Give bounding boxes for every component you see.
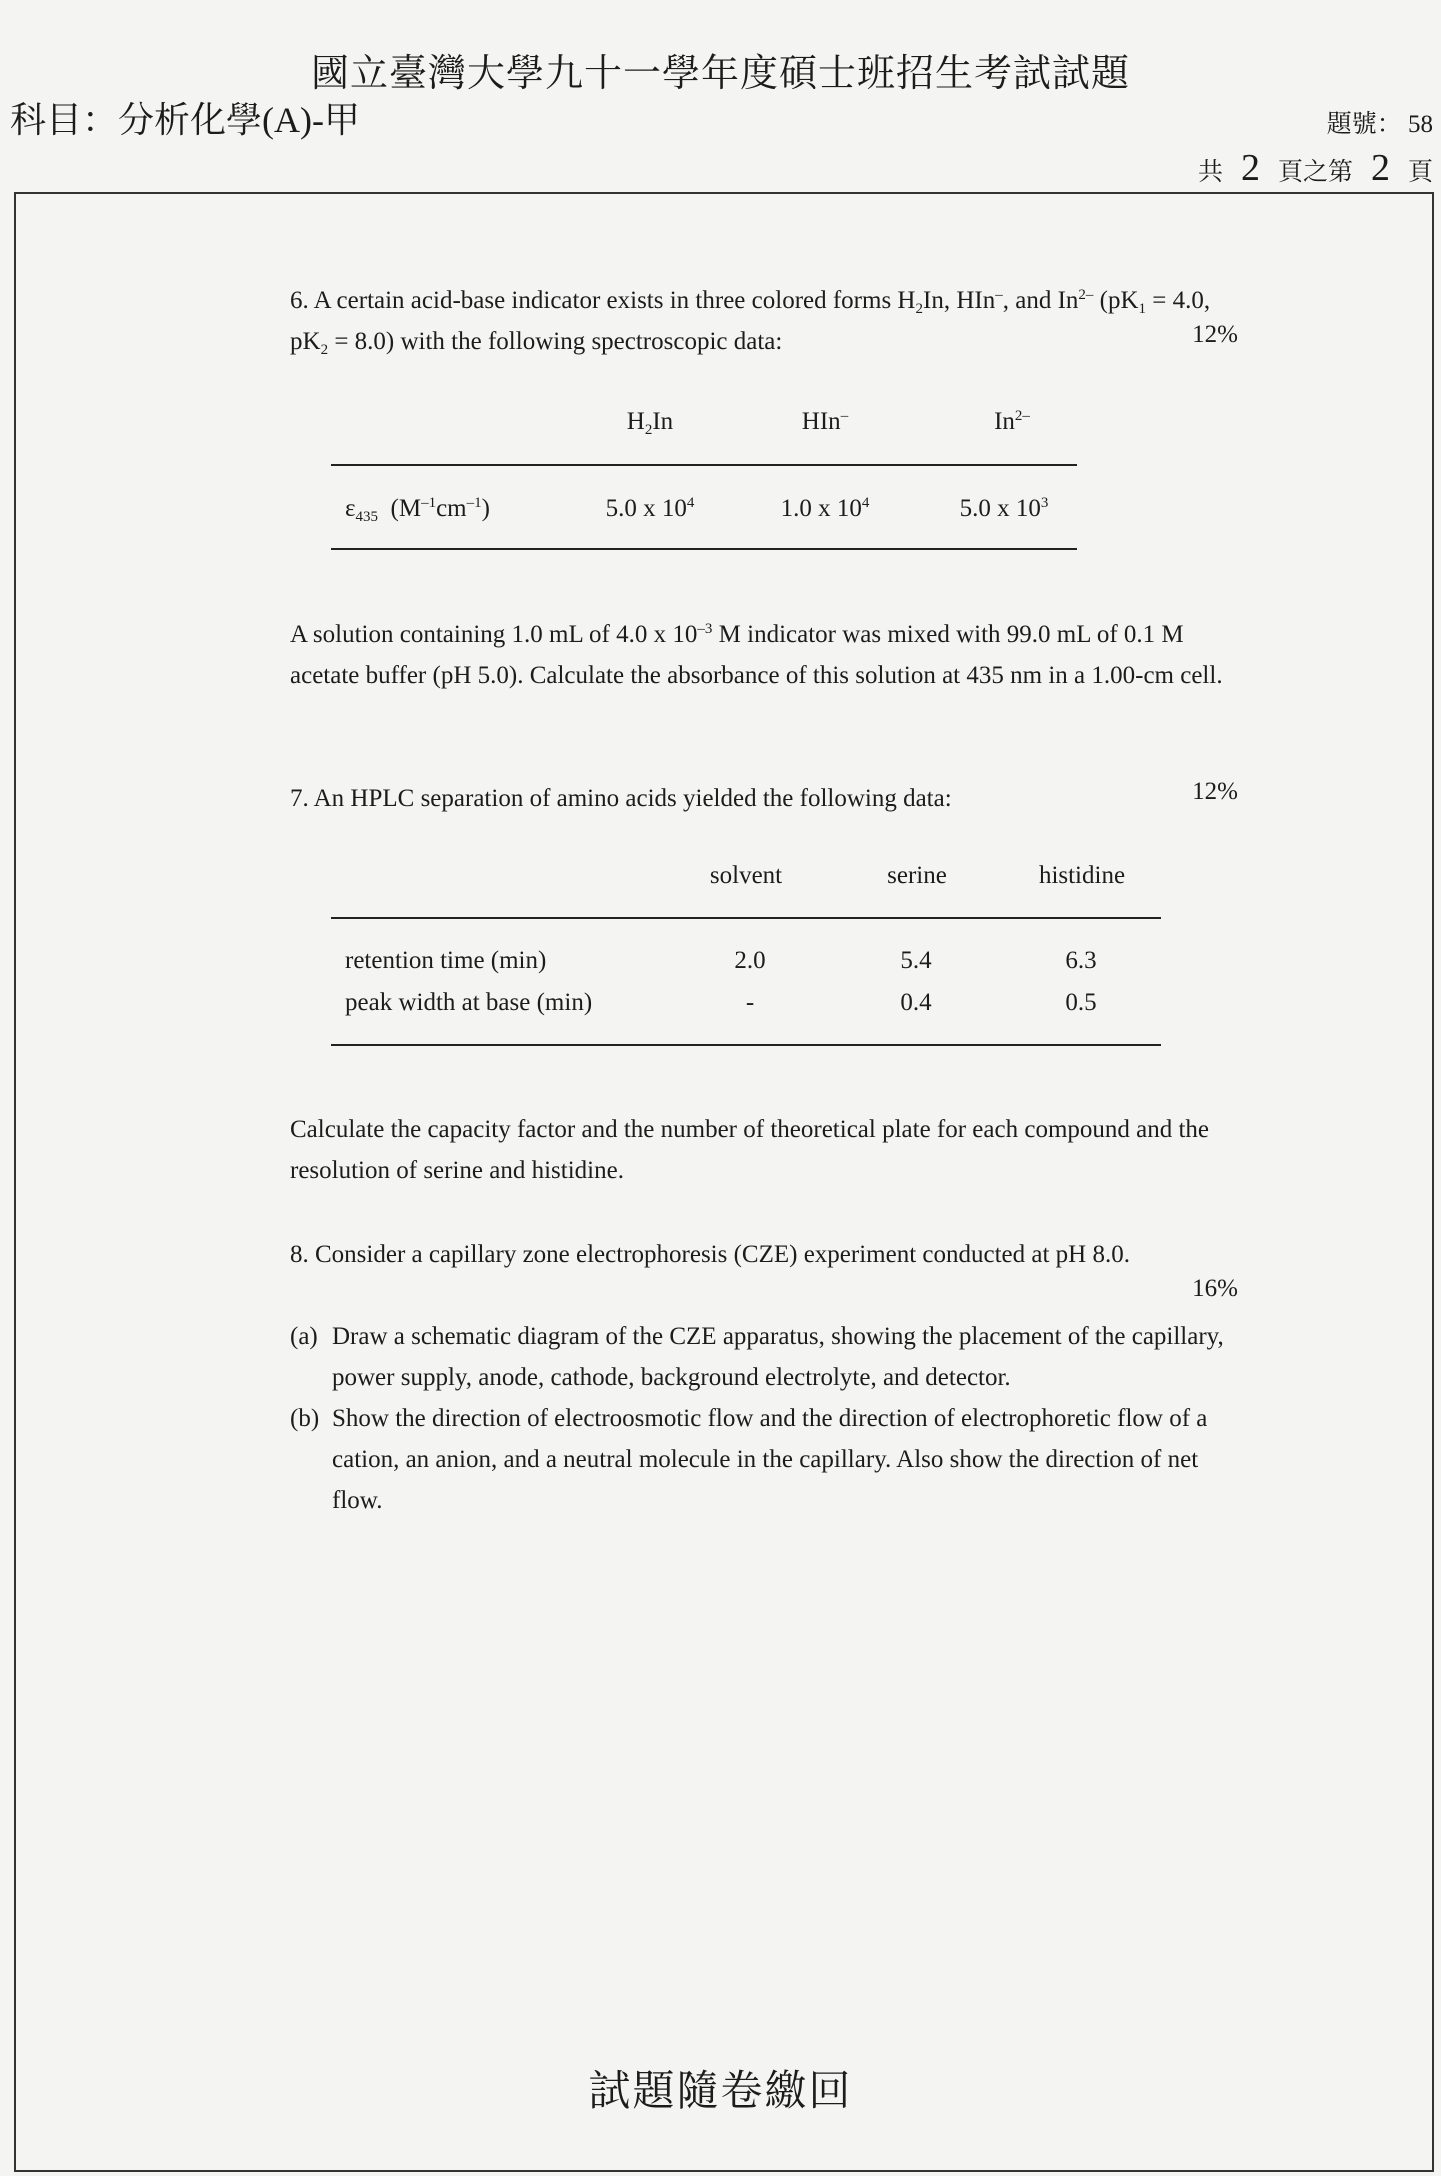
table-rule-bottom (331, 1044, 1161, 1046)
question-6-percent: 12% (1192, 321, 1238, 348)
table-header-serine: serine (887, 862, 947, 889)
table-header-solvent: solvent (709, 862, 783, 889)
subject-label: 科目：分析化學(A)-甲 (10, 100, 360, 140)
question-7-followup: Calculate the capacity factor and the number of theoretical plate for each compound and the resolution of serine and histidine. (290, 1116, 1210, 1184)
part-a-text: Draw a schematic diagram of the CZE apparatus, showing the placement of the capillary, power supply, anode, cathode, background electrolyte, and detector. (332, 1323, 1224, 1391)
question-8-text: 8. Consider a capillary zone electrophoresis (CZE) experiment conducted at pH 8.0. (290, 1241, 1130, 1268)
part-b-label: (b) (290, 1405, 320, 1432)
table-rule-bottom (331, 548, 1077, 550)
question-7-percent: 12% (1192, 778, 1238, 805)
table-row-label: peak width at base (min) (345, 989, 593, 1016)
table-cell-in-value: 5.0 x $10^3$ (959, 495, 1049, 522)
page-indicator: 共 2 頁之第 2 頁 (1197, 147, 1433, 189)
table-header-h2in: $H_2In$ (626, 408, 674, 438)
table-row-label-epsilon: $\varepsilon_{435}$ $(M^{-1}cm^{-1})$ (345, 495, 490, 525)
question-8-percent: 16% (1192, 1275, 1238, 1302)
table-cell: 6.3 (1065, 947, 1097, 974)
table-header-hin: HIn– (801, 408, 849, 435)
table-cell: - (745, 989, 755, 1016)
question-number: 題號： 58 (1326, 111, 1433, 138)
part-b-text: Show the direction of electroosmotic flow and the direction of electrophoretic flow of a cation, an anion, and a neutral molecule in the capillary. Also show the direction of net flow. (332, 1405, 1208, 1514)
table-cell: 0.4 (900, 989, 932, 1016)
footer-note: 試題隨卷繳回 (588, 2066, 853, 2115)
table-rule-top (331, 917, 1161, 919)
table-header-histidine: histidine (1038, 862, 1126, 889)
table-header-in: $In^{2-}$ (994, 408, 1030, 435)
table-cell-h2in-value: 5.0 x $10^4$ (605, 495, 695, 522)
table-cell: 0.5 (1065, 989, 1097, 1016)
part-a-label: (a) (290, 1323, 318, 1350)
exam-title: 國立臺灣大學九十一學年度碩士班招生考試試題 (310, 53, 1130, 95)
table-cell: 5.4 (900, 947, 932, 974)
question-6-text: 6. A certain acid-base indicator exists in three colored forms $H_2In$, HIn–, and $In^{2-}$ ($pK_1 = 4.0$, $pK_2 = 8.0$) with the following spectroscopic data: (290, 287, 1211, 358)
question-6-solution-text: A solution containing 1.0 mL of 4.0 x $10^{-3}$ M indicator was mixed with 99.0 mL of 0.1 M acetate buffer (pH 5.0). Calculate the absorbance of this solution at 435 nm in a 1.00-cm cell. (290, 621, 1223, 689)
table-row-label: retention time (min) (345, 947, 547, 974)
table-cell: 2.0 (734, 947, 766, 974)
table-rule-top (331, 464, 1077, 466)
table-cell-hin-value: 1.0 x $10^4$ (780, 495, 870, 522)
question-7-text: 7. An HPLC separation of amino acids yielded the following data: (290, 785, 952, 812)
